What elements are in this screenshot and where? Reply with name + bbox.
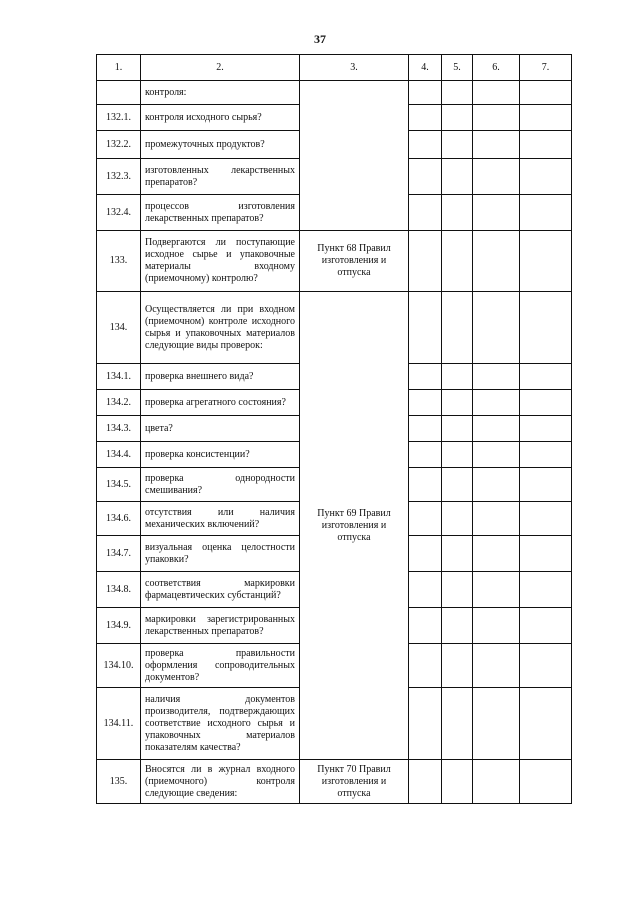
answer-cell xyxy=(442,292,473,364)
item-number: 134.8. xyxy=(97,572,141,608)
answer-cell xyxy=(442,416,473,442)
regulation-reference: Пункт 70 Правил изготовления и отпуска xyxy=(300,760,409,804)
answer-cell xyxy=(442,644,473,688)
item-number: 132.1. xyxy=(97,105,141,131)
answer-cell xyxy=(442,608,473,644)
item-number: 134.9. xyxy=(97,608,141,644)
item-number: 132.4. xyxy=(97,195,141,231)
answer-cell xyxy=(520,536,572,572)
answer-cell xyxy=(442,364,473,390)
checklist-table xyxy=(96,54,572,804)
answer-cell xyxy=(473,760,520,804)
answer-cell xyxy=(473,390,520,416)
item-number: 134.5. xyxy=(97,468,141,502)
answer-cell xyxy=(520,81,572,105)
answer-cell xyxy=(473,688,520,760)
answer-cell xyxy=(520,131,572,159)
answer-cell xyxy=(409,760,442,804)
answer-cell xyxy=(520,572,572,608)
answer-cell xyxy=(520,231,572,292)
item-number: 134.7. xyxy=(97,536,141,572)
answer-cell xyxy=(409,195,442,231)
page-number: 37 xyxy=(314,32,326,46)
answer-cell xyxy=(442,131,473,159)
answer-cell xyxy=(473,364,520,390)
item-question: изготовленных лекарственных препаратов? xyxy=(141,159,300,195)
answer-cell xyxy=(520,760,572,804)
item-question: промежуточных продуктов? xyxy=(141,131,300,159)
item-question: проверка консистенции? xyxy=(141,442,300,468)
answer-cell xyxy=(520,195,572,231)
table-row xyxy=(97,231,572,292)
answer-cell xyxy=(520,608,572,644)
column-header: 6. xyxy=(473,55,520,81)
regulation-reference xyxy=(300,81,409,231)
regulation-reference: Пункт 68 Правил изготовления и отпуска xyxy=(300,231,409,292)
answer-cell xyxy=(409,644,442,688)
answer-cell xyxy=(473,572,520,608)
answer-cell xyxy=(473,608,520,644)
item-question: маркировки зарегистрированных лекарственных препаратов? xyxy=(141,608,300,644)
answer-cell xyxy=(442,390,473,416)
answer-cell xyxy=(409,688,442,760)
answer-cell xyxy=(409,536,442,572)
answer-cell xyxy=(409,502,442,536)
table-row xyxy=(97,760,572,804)
item-question: проверка правильности оформления сопроводительных документов? xyxy=(141,644,300,688)
item-number: 132.2. xyxy=(97,131,141,159)
item-question: проверка агрегатного состояния? xyxy=(141,390,300,416)
item-number: 134.4. xyxy=(97,442,141,468)
checklist-body xyxy=(97,55,572,804)
answer-cell xyxy=(473,159,520,195)
answer-cell xyxy=(409,442,442,468)
item-question: цвета? xyxy=(141,416,300,442)
answer-cell xyxy=(473,468,520,502)
answer-cell xyxy=(473,416,520,442)
item-question: отсутствия или наличия механических включений? xyxy=(141,502,300,536)
answer-cell xyxy=(442,536,473,572)
answer-cell xyxy=(520,468,572,502)
answer-cell xyxy=(473,231,520,292)
answer-cell xyxy=(442,81,473,105)
column-header: 1. xyxy=(97,55,141,81)
answer-cell xyxy=(442,195,473,231)
answer-cell xyxy=(442,572,473,608)
item-question: Осуществляется ли при входном (приемочном) контроле исходного сырья и упаковочных материалов следующие виды проверок: xyxy=(141,292,300,364)
answer-cell xyxy=(473,644,520,688)
answer-cell xyxy=(473,195,520,231)
answer-cell xyxy=(473,292,520,364)
item-number: 134.6. xyxy=(97,502,141,536)
answer-cell xyxy=(473,502,520,536)
header-row xyxy=(97,55,572,81)
column-header: 5. xyxy=(442,55,473,81)
column-header: 3. xyxy=(300,55,409,81)
answer-cell xyxy=(520,292,572,364)
item-number: 134. xyxy=(97,292,141,364)
table-row xyxy=(97,292,572,364)
answer-cell xyxy=(409,131,442,159)
item-number: 133. xyxy=(97,231,141,292)
answer-cell xyxy=(442,231,473,292)
answer-cell xyxy=(520,390,572,416)
answer-cell xyxy=(520,688,572,760)
answer-cell xyxy=(442,688,473,760)
answer-cell xyxy=(473,105,520,131)
answer-cell xyxy=(520,159,572,195)
item-question: проверка однородности смешивания? xyxy=(141,468,300,502)
answer-cell xyxy=(442,105,473,131)
regulation-reference: Пункт 69 Правил изготовления и отпуска xyxy=(300,292,409,760)
answer-cell xyxy=(442,760,473,804)
answer-cell xyxy=(409,364,442,390)
item-question: визуальная оценка целостности упаковки? xyxy=(141,536,300,572)
item-question: Вносятся ли в журнал входного (приемочного) контроля следующие сведения: xyxy=(141,760,300,804)
answer-cell xyxy=(520,105,572,131)
item-question: контроля: xyxy=(141,81,300,105)
table-row xyxy=(97,81,572,105)
answer-cell xyxy=(442,442,473,468)
answer-cell xyxy=(520,644,572,688)
item-number: 134.2. xyxy=(97,390,141,416)
answer-cell xyxy=(409,231,442,292)
answer-cell xyxy=(409,390,442,416)
answer-cell xyxy=(473,81,520,105)
answer-cell xyxy=(442,468,473,502)
answer-cell xyxy=(409,159,442,195)
answer-cell xyxy=(473,442,520,468)
item-number: 134.1. xyxy=(97,364,141,390)
answer-cell xyxy=(409,81,442,105)
item-number: 132.3. xyxy=(97,159,141,195)
answer-cell xyxy=(409,572,442,608)
answer-cell xyxy=(473,536,520,572)
item-number xyxy=(97,81,141,105)
answer-cell xyxy=(442,159,473,195)
item-question: проверка внешнего вида? xyxy=(141,364,300,390)
answer-cell xyxy=(473,131,520,159)
item-number: 135. xyxy=(97,760,141,804)
item-number: 134.3. xyxy=(97,416,141,442)
column-header: 4. xyxy=(409,55,442,81)
answer-cell xyxy=(520,416,572,442)
answer-cell xyxy=(520,364,572,390)
answer-cell xyxy=(520,442,572,468)
column-header: 2. xyxy=(141,55,300,81)
answer-cell xyxy=(409,105,442,131)
answer-cell xyxy=(409,608,442,644)
item-question: наличия документов производителя, подтверждающих соответствие исходного сырья и упаковочных материалов показателям качества? xyxy=(141,688,300,760)
item-number: 134.11. xyxy=(97,688,141,760)
item-question: процессов изготовления лекарственных препаратов? xyxy=(141,195,300,231)
answer-cell xyxy=(520,502,572,536)
item-number: 134.10. xyxy=(97,644,141,688)
answer-cell xyxy=(409,416,442,442)
item-question: Подвергаются ли поступающие исходное сырье и упаковочные материалы входному (приемочному) контролю? xyxy=(141,231,300,292)
answer-cell xyxy=(409,292,442,364)
item-question: соответствия маркировки фармацевтических субстанций? xyxy=(141,572,300,608)
answer-cell xyxy=(409,468,442,502)
item-question: контроля исходного сырья? xyxy=(141,105,300,131)
answer-cell xyxy=(442,502,473,536)
column-header: 7. xyxy=(520,55,572,81)
